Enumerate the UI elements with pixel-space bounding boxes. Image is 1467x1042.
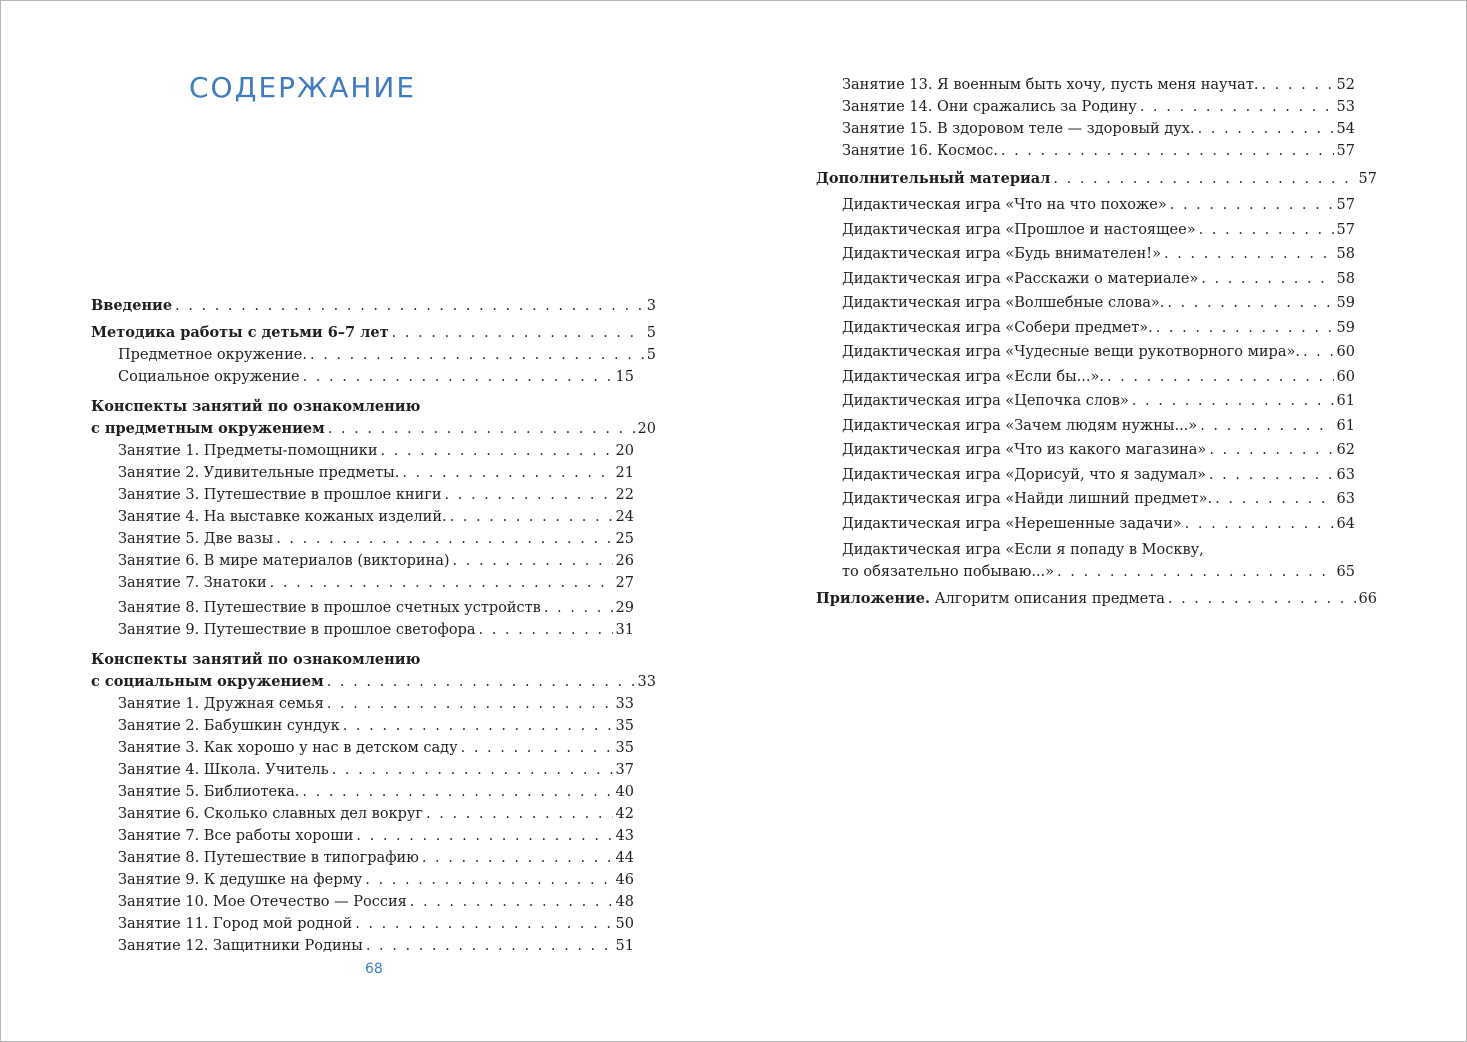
toc-entry[interactable] [91,781,656,803]
toc-entry[interactable] [816,291,1377,316]
toc-entry-label: Занятие 3. Как хорошо у нас в детском саду [118,740,458,756]
toc-entry[interactable] [91,462,656,484]
toc-page-number: 65 [1336,564,1355,580]
toc-page-number: 33 [637,674,656,690]
toc-page-number: 29 [615,600,634,616]
toc-entry[interactable] [816,512,1377,537]
toc-page-number: 20 [637,421,656,437]
toc-page-number: 26 [615,553,634,569]
toc-page-number: 61 [1336,417,1355,434]
dot-leader [1303,340,1334,365]
toc-entry[interactable] [91,759,656,781]
toc-page-number: 53 [1336,99,1355,115]
toc-entry-section-2[interactable] [91,671,656,693]
toc-entry[interactable] [91,869,656,891]
toc-page-number: 15 [615,369,634,385]
toc-entry[interactable] [91,528,656,550]
toc-entry[interactable] [816,389,1377,414]
toc-entry-label: Дидактическая игра «Найди лишний предмет». [842,491,1213,507]
toc-entry-label: Занятие 9. К дедушке на ферму [118,872,363,888]
toc-entry-label: Занятие 6. Сколько славных дел вокруг [118,806,424,822]
dot-leader [1209,438,1333,463]
toc-entry[interactable] [816,316,1377,341]
toc-page-number: 22 [615,487,634,503]
toc-entry-label: Занятие 15. В здоровом теле — здоровый дух. [842,121,1195,137]
toc-entry[interactable] [91,935,656,957]
toc-entry-extra[interactable] [816,168,1377,190]
toc-entry-label: Дидактическая игра «Прошлое и настоящее» [842,221,1196,238]
toc-entry[interactable] [816,267,1377,292]
toc-page-number: 61 [1336,393,1355,409]
toc-entry-label: Занятие 5. Две вазы [118,531,274,547]
toc-entry-label: Дополнительный материал [816,170,1051,187]
toc-entry[interactable] [816,487,1377,512]
dot-leader [1170,193,1334,218]
toc-entry-label: Занятие 16. Космос. [842,143,998,159]
page-title: СОДЕРЖАНИЕ [189,71,417,104]
toc-entry-label: Занятие 10. Мое Отечество — Россия [118,894,407,910]
appendix-text: Алгоритм описания предмета [930,591,1165,607]
dot-leader [365,869,612,891]
dot-leader [302,781,612,803]
toc-entry[interactable] [91,572,656,594]
toc-page-number: 63 [1336,466,1355,483]
toc-page-number: 31 [615,622,634,638]
toc-entry-label: Занятие 2. Удивительные предметы. [118,465,400,481]
toc-entry-label: Дидактическая игра «Собери предмет». [842,319,1153,336]
toc-entry[interactable] [816,118,1377,140]
toc-entry[interactable] [816,365,1377,390]
toc-entry[interactable] [91,597,656,619]
dot-leader [381,440,613,462]
dot-leader [1164,242,1334,267]
toc-entry-method[interactable] [91,322,656,344]
dot-leader [328,418,635,440]
toc-section-heading[interactable]: Конспекты занятий по ознакомлению [91,398,421,415]
toc-page-number: 48 [615,894,634,910]
toc-page-number: 57 [1336,221,1355,238]
toc-entry-label: Занятие 14. Они сражались за Родину [842,99,1137,115]
dot-leader [1053,168,1355,190]
toc-entry-label: Дидактическая игра «Что на что похоже» [842,197,1167,213]
toc-page-number: 5 [646,347,656,363]
toc-entry-label: Занятие 4. Школа. Учитель [118,762,329,778]
toc-entry-label: Занятие 6. В мире материалов (викторина) [118,553,450,569]
toc-page-number: 37 [615,762,634,778]
toc-entry-label: Занятие 8. Путешествие в прошлое счетных устройств [118,600,541,616]
toc-page-number: 57 [1358,171,1377,187]
dot-leader [355,913,612,935]
toc-entry-label: Дидактическая игра «Будь внимателен!» [842,246,1161,262]
toc-entry-label: Занятие 5. Библиотека. [118,784,300,800]
toc-page-number: 52 [1336,77,1355,93]
toc-entry-label: Дидактическая игра «Дорисуй, что я задумал» [842,466,1206,483]
toc-section-heading[interactable]: Конспекты занятий по ознакомлению [91,651,421,668]
toc-page-number: 20 [615,443,634,459]
dot-leader [450,506,613,528]
dot-leader [1209,463,1334,488]
toc-entry-label: Занятие 9. Путешествие в прошлое светофора [118,622,476,638]
toc-entry[interactable] [816,74,1377,96]
toc-entry-label: Дидактическая игра «Нерешенные задачи» [842,515,1182,532]
toc-entry[interactable] [91,484,656,506]
dot-leader [402,462,612,484]
toc-entry-label: Занятие 7. Все работы хороши [118,828,354,844]
appendix-bold: Приложение. [816,590,930,607]
toc-entry-label: Дидактическая игра «Расскажи о материале» [842,270,1199,287]
toc-entry[interactable] [91,715,656,737]
toc-entry-label: Занятие 4. На выставке кожаных изделий. [118,509,447,525]
toc-page-number: 58 [1336,270,1355,287]
toc-page-number: 25 [615,531,634,547]
toc-entry-label: Социальное окружение [118,369,300,385]
toc-page-number: 42 [615,806,634,822]
toc-page-number: 64 [1336,515,1355,532]
dot-leader [310,344,644,366]
toc-entry-label: Дидактическая игра «Чудесные вещи рукотворного мира». [842,344,1300,360]
toc-left-page [91,295,656,957]
toc-entry-label: Дидактическая игра «Цепочка слов» [842,393,1129,409]
toc-page-number: 60 [1336,344,1355,360]
page-number: 68 [365,961,383,977]
toc-right-page [816,74,1377,610]
toc-entry[interactable] [91,825,656,847]
toc-entry-label: Занятие 1. Предметы-помощники [118,443,378,459]
toc-entry-label: Занятие 8. Путешествие в типографию [118,850,419,866]
dot-leader [1132,389,1334,414]
toc-page-number: 51 [615,938,634,954]
dot-leader [445,484,613,506]
dot-leader [303,366,613,388]
toc-page-number: 54 [1336,121,1355,137]
dot-leader [270,572,613,594]
toc-entry-label: Занятие 13. Я военным быть хочу, пусть меня научат. [842,77,1259,93]
toc-entry[interactable] [816,414,1377,439]
toc-entry-label: Занятие 7. Знатоки [118,575,267,591]
toc-page-number: 50 [615,916,634,932]
toc-page-number: 33 [615,696,634,712]
dot-leader [453,550,613,572]
toc-entry[interactable] [91,737,656,759]
toc-page-number: 46 [615,872,634,888]
toc-page-number: 40 [615,784,634,800]
dot-leader [392,322,644,344]
toc-page-number: 58 [1336,246,1355,262]
dot-leader [1168,588,1356,610]
dot-leader [1215,487,1333,512]
dot-leader [1201,267,1333,292]
toc-entry-label: то обязательно побываю...» [842,564,1055,580]
dot-leader [461,737,613,759]
toc-entry-intro[interactable] [91,295,656,317]
dot-leader [479,619,613,641]
toc-page-number: 44 [615,850,634,866]
toc-page-number: 57 [1336,197,1355,213]
dot-leader [1107,365,1334,390]
toc-entry-label: Дидактическая игра «Волшебные слова». [842,295,1165,311]
toc-entry[interactable] [91,847,656,869]
toc-entry[interactable] [91,506,656,528]
toc-page-number: 35 [615,740,634,756]
dot-leader [356,825,612,847]
toc-page-number: 43 [615,828,634,844]
toc-entry[interactable] [816,561,1377,583]
toc-entry[interactable] [816,140,1377,162]
dot-leader [544,597,613,619]
toc-entry-label: Дидактическая игра «Если бы...». [842,368,1104,385]
toc-page-number: 21 [615,465,634,481]
toc-entry-label: с предметным окружением [91,420,325,437]
dot-leader [332,759,613,781]
dot-leader [276,528,612,550]
dot-leader [1200,414,1333,439]
toc-entry[interactable] [91,344,656,366]
toc-entry[interactable] [91,913,656,935]
toc-page-number: 63 [1336,491,1355,507]
toc-entry[interactable] [816,96,1377,118]
toc-page-number: 59 [1336,319,1355,336]
toc-entry-label: Введение [91,297,173,314]
toc-entry[interactable] [91,693,656,715]
toc-entry[interactable] [91,619,656,641]
toc-entry-label: Занятие 3. Путешествие в прошлое книги [118,487,442,503]
toc-entry-label: Предметное окружение. [118,347,307,363]
toc-page-number: 27 [615,575,634,591]
dot-leader [410,891,613,913]
dot-leader [1198,118,1334,140]
toc-entry-label [816,588,1165,610]
toc-page-number: 62 [1336,442,1355,458]
toc-entry-label: Занятие 12. Защитники Родины [118,938,363,954]
toc-entry[interactable] [91,803,656,825]
dot-leader [1261,74,1333,96]
dot-leader [1057,561,1334,583]
dot-leader [366,935,613,957]
toc-page-number: 59 [1336,295,1355,311]
dot-leader [343,715,613,737]
toc-entry[interactable] [91,366,656,388]
toc-page-number: 35 [615,718,634,734]
toc-entry[interactable] [91,891,656,913]
toc-entry[interactable] [816,218,1377,243]
toc-entry-label: Дидактическая игра «Зачем людям нужны...» [842,417,1198,434]
toc-page-number: 57 [1336,143,1355,159]
toc-entry-section-1[interactable] [91,418,656,440]
toc-page-number: 3 [646,298,656,314]
dot-leader [1001,140,1334,162]
toc-entry-label: Методика работы с детьми 6–7 лет [91,324,389,341]
toc-entry-label: Занятие 1. Дружная семья [118,696,324,712]
dot-leader [1156,316,1334,341]
toc-page-number: 24 [615,509,634,525]
toc-page-number: 60 [1336,368,1355,385]
toc-entry-label: Занятие 11. Город мой родной [118,916,353,932]
toc-entry-label: Занятие 2. Бабушкин сундук [118,718,340,734]
dot-leader [1199,218,1334,243]
toc-entry-label: с социальным окружением [91,673,324,690]
dot-leader [426,803,613,825]
toc-entry[interactable] [816,340,1377,365]
toc-entry[interactable] [91,550,656,572]
dot-leader [175,295,644,317]
toc-entry-label: Дидактическая игра «Что из какого магазина» [842,442,1207,458]
toc-page-number: 5 [646,325,656,341]
toc-entry[interactable] [816,438,1377,463]
toc-entry[interactable] [91,440,656,462]
dot-leader [1185,512,1334,537]
dot-leader [422,847,613,869]
toc-entry-label-line1[interactable]: Дидактическая игра «Если я попаду в Москву, [842,542,1204,558]
dot-leader [327,693,613,715]
dot-leader [1140,96,1334,118]
dot-leader [327,671,635,693]
toc-entry[interactable] [816,242,1377,267]
toc-page-number: 66 [1358,591,1377,607]
dot-leader [1167,291,1333,316]
toc-entry-appendix[interactable] [816,588,1377,610]
toc-entry[interactable] [816,193,1377,218]
toc-entry[interactable] [816,463,1377,488]
